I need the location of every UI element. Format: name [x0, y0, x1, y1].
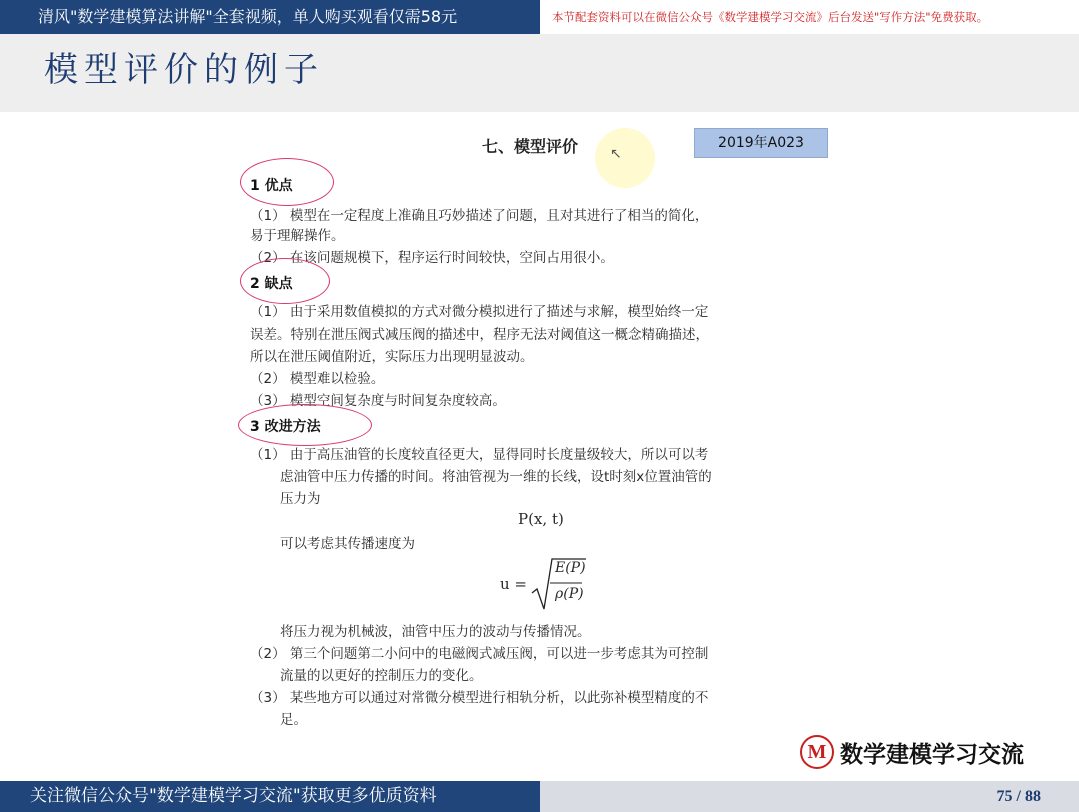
- text-line: （3） 模型空间复杂度与时间复杂度较高。: [250, 393, 506, 409]
- text-line: （2） 在该问题规模下，程序运行时间较快，空间占用很小。: [250, 250, 614, 266]
- section-title-improvements: 3 改进方法: [250, 419, 321, 435]
- text-line: 压力为: [280, 491, 321, 507]
- brand-logo-icon: M: [800, 735, 834, 769]
- formula-pressure: P(x, t): [518, 510, 564, 528]
- text-line: （1） 由于高压油管的长度较直径更大，显得同时长度量级较大，所以可以考: [250, 447, 709, 463]
- document-heading: 七、模型评价: [482, 137, 579, 156]
- brand-watermark: [800, 732, 1024, 772]
- promo-text: 清风"数学建模算法讲解"全套视频，单人购买观看仅需58元: [0, 0, 540, 34]
- text-line: 易于理解操作。: [250, 228, 345, 244]
- text-line: （2） 第三个问题第二小问中的电磁阀式减压阀，可以进一步考虑其为可控制: [250, 646, 709, 662]
- section-title-advantages: 1 优点: [250, 178, 293, 194]
- text-line: 流量的以更好的控制压力的变化。: [280, 668, 483, 684]
- footer-bar: [0, 781, 1079, 812]
- mouse-cursor-icon: ↖: [610, 146, 622, 162]
- text-line: （1） 由于采用数值模拟的方式对微分模拟进行了描述与求解，模型始终一定: [250, 304, 709, 320]
- text-line: 误差。特别在泄压阀式减压阀的描述中，程序无法对阈值这一概念精确描述，: [250, 327, 709, 343]
- footer-right-panel: [540, 781, 1079, 812]
- pointer-highlight: [595, 128, 655, 188]
- footer-promo: 关注微信公众号"数学建模学习交流"获取更多优质资料: [0, 781, 540, 812]
- formula-numerator: E(P): [555, 560, 586, 576]
- text-line: 将压力视为机械波，油管中压力的波动与传播情况。: [280, 624, 591, 640]
- text-line: 可以考虑其传播速度为: [280, 536, 415, 552]
- section-title-disadvantages: 2 缺点: [250, 276, 293, 292]
- resource-note: 本节配套资料可以在微信公众号《数学建模学习交流》后台发送"写作方法"免费获取。: [552, 10, 989, 24]
- source-tag: 2019年A023: [694, 128, 828, 158]
- formula-denominator: ρ(P): [555, 586, 584, 602]
- text-line: 足。: [280, 712, 307, 728]
- text-line: 虑油管中压力传播的时间。将油管视为一维的长线，设t时刻x位置油管的: [280, 469, 712, 485]
- formula-speed-lhs: u =: [500, 575, 527, 593]
- text-line: 所以在泄压阈值附近，实际压力出现明显波动。: [250, 349, 534, 365]
- text-line: （1） 模型在一定程度上准确且巧妙描述了问题，且对其进行了相当的简化，: [250, 208, 709, 224]
- page-number: 75 / 88: [996, 788, 1041, 805]
- top-banner: [0, 0, 1079, 34]
- text-line: （3） 某些地方可以通过对常微分模型进行相轨分析，以此弥补模型精度的不: [250, 690, 709, 706]
- page-title: 模型评价的例子: [44, 50, 324, 90]
- brand-name: 数学建模学习交流: [840, 741, 1024, 768]
- text-line: （2） 模型难以检验。: [250, 371, 385, 387]
- document-page: [200, 118, 880, 728]
